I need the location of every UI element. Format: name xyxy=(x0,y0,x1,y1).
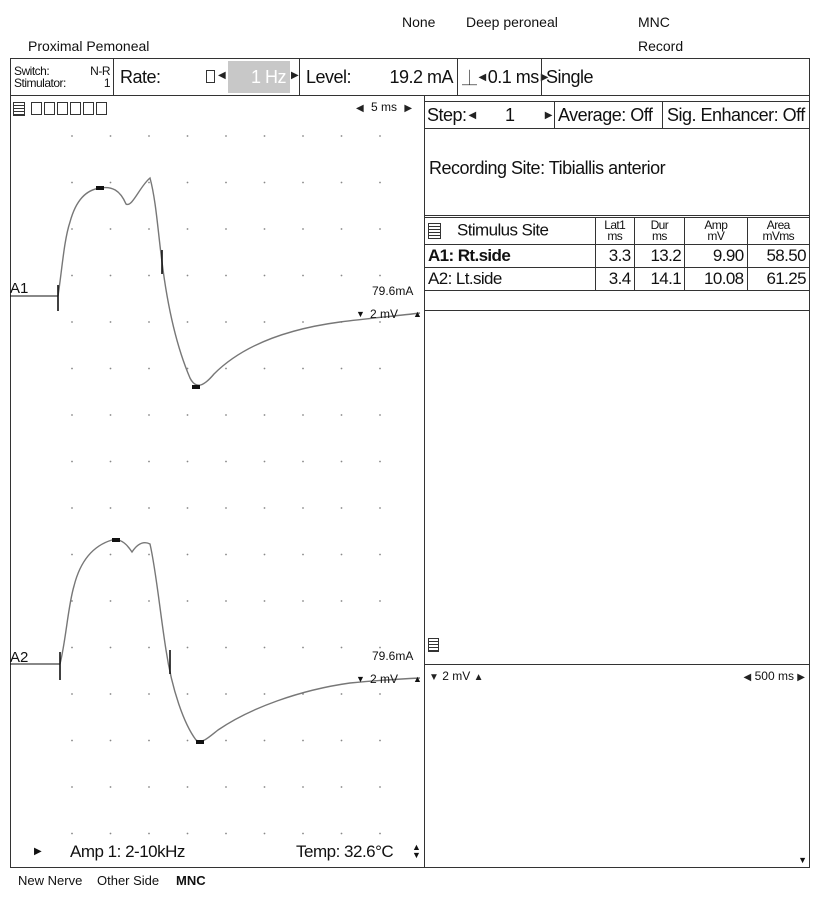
dur-cell: 13.2 xyxy=(634,245,685,268)
rate-value[interactable]: 1 Hz xyxy=(228,61,290,93)
grid-dot xyxy=(110,693,112,695)
lat1-cell: 3.4 xyxy=(595,268,634,291)
grid-dot xyxy=(225,461,227,463)
lat1-header[interactable]: Lat1 ms xyxy=(595,218,634,245)
mode-label: MNC xyxy=(638,14,670,30)
grid-dot xyxy=(379,414,381,416)
site-cell: A1: Rt.side xyxy=(425,245,596,268)
new-nerve-link[interactable]: New Nerve xyxy=(18,873,83,888)
grid-dot xyxy=(379,740,381,742)
grid-dot xyxy=(379,321,381,323)
grid-dot xyxy=(187,647,189,649)
stimulator-value: 1 xyxy=(103,76,110,90)
lower-sensitivity[interactable] xyxy=(429,669,484,683)
side-option[interactable]: None xyxy=(402,14,436,30)
grid-dot xyxy=(110,135,112,137)
grid-dot xyxy=(225,228,227,230)
channel-label-a2: A2 xyxy=(10,649,29,666)
grid-dot xyxy=(225,135,227,137)
grid-dot xyxy=(341,693,343,695)
step-value[interactable]: 1 xyxy=(505,104,515,125)
scroll-right-icon[interactable]: ▶ xyxy=(34,846,42,857)
grid-dot xyxy=(187,693,189,695)
grid-dot xyxy=(341,647,343,649)
site-cell: A2: Lt.side xyxy=(425,268,596,291)
rate-label: Rate: xyxy=(120,66,161,87)
grid-dot xyxy=(379,833,381,835)
average-toggle[interactable] xyxy=(554,102,662,128)
grid-dot xyxy=(225,647,227,649)
grid-dot xyxy=(110,321,112,323)
lower-timebase[interactable] xyxy=(744,669,805,683)
grid-dot xyxy=(341,368,343,370)
timebase-increase-icon[interactable]: ▶ xyxy=(404,103,413,114)
divider xyxy=(425,215,810,216)
grid-dot xyxy=(302,600,304,602)
stimulator-label: Stimulator: xyxy=(14,76,66,90)
grid-dot xyxy=(302,461,304,463)
grid-dot xyxy=(302,647,304,649)
grid-dot xyxy=(379,461,381,463)
grid-dot xyxy=(71,461,73,463)
grid-dot xyxy=(110,740,112,742)
dur-header[interactable]: Dur ms xyxy=(634,218,685,245)
grid-dot xyxy=(341,786,343,788)
grid-dot xyxy=(71,135,73,137)
dur-cell: 14.1 xyxy=(634,268,685,291)
grid-dot xyxy=(225,740,227,742)
grid-dot xyxy=(71,228,73,230)
step-decrease-icon[interactable]: ◀ xyxy=(468,109,476,121)
lower-sens-up-icon[interactable]: ▲ xyxy=(473,672,484,683)
level-value[interactable]: 19.2 mA xyxy=(389,66,453,87)
trough-marker-a1 xyxy=(192,385,200,389)
grid-dot xyxy=(71,275,73,277)
sig-enhancer-toggle[interactable] xyxy=(662,102,810,128)
grid-dot xyxy=(302,228,304,230)
grid-dot xyxy=(187,461,189,463)
grid-dot xyxy=(187,740,189,742)
trace-a1 xyxy=(58,178,420,385)
grid-dot xyxy=(71,182,73,184)
grid-dot xyxy=(341,507,343,509)
temp-scroll-icon[interactable]: ▲ ▼ xyxy=(412,842,421,860)
divider xyxy=(425,310,810,311)
grid-dot xyxy=(187,135,189,137)
grid-dot xyxy=(341,414,343,416)
grid-dot xyxy=(148,647,150,649)
grid-dot xyxy=(110,461,112,463)
grid-dot xyxy=(341,833,343,835)
grid-dot xyxy=(225,414,227,416)
grid-dot xyxy=(148,507,150,509)
lat1-cell: 3.3 xyxy=(595,245,634,268)
trough-marker-a2 xyxy=(196,740,204,744)
grid-dot xyxy=(187,833,189,835)
grid-dot xyxy=(110,228,112,230)
sensitivity-up-icon-a2[interactable]: ▲ xyxy=(413,674,422,684)
grid-dot xyxy=(264,414,266,416)
grid-dot xyxy=(187,507,189,509)
grid-dot xyxy=(148,275,150,277)
amp-filter-label[interactable]: Amp 1: 2-10kHz xyxy=(70,842,185,861)
grid-dot xyxy=(341,461,343,463)
grid-dot xyxy=(264,693,266,695)
sensitivity-a2[interactable]: 2 mV xyxy=(370,672,399,686)
grid-dot xyxy=(148,414,150,416)
area-cell: 61.25 xyxy=(747,268,809,291)
grid-dot xyxy=(302,554,304,556)
step-label: Step: xyxy=(427,104,467,125)
grid-dot xyxy=(264,833,266,835)
stimulus-site-header xyxy=(425,218,596,245)
grid-dot xyxy=(110,368,112,370)
lower-panel-menu-icon[interactable] xyxy=(428,638,439,652)
grid-dot xyxy=(302,786,304,788)
grid-dot xyxy=(148,786,150,788)
grid-dot xyxy=(379,368,381,370)
grid-dot xyxy=(302,368,304,370)
grid-dot xyxy=(71,833,73,835)
grid-dot xyxy=(110,786,112,788)
grid-dot xyxy=(71,554,73,556)
grid-dot xyxy=(225,600,227,602)
lower-trace-panel xyxy=(425,664,810,868)
recording-site[interactable]: Recording Site: Tibiallis anterior xyxy=(429,158,666,178)
grid-dot xyxy=(379,786,381,788)
grid-dot xyxy=(225,507,227,509)
grid-dot xyxy=(341,135,343,137)
mnc-link[interactable]: MNC xyxy=(176,873,206,888)
grid-dot xyxy=(71,786,73,788)
level-label: Level: xyxy=(306,66,352,87)
area-cell: 58.50 xyxy=(747,245,809,268)
grid-dot xyxy=(187,275,189,277)
grid-dot xyxy=(264,740,266,742)
grid-dot xyxy=(225,182,227,184)
grid-dot xyxy=(187,182,189,184)
grid-dot xyxy=(148,368,150,370)
header-label: Stimulus Site xyxy=(457,220,549,240)
grid-dot xyxy=(379,507,381,509)
lower-timebase-decrease-icon[interactable]: ◀ xyxy=(743,672,752,683)
average-label: Average: Off xyxy=(558,104,653,125)
grid-dot xyxy=(264,182,266,184)
grid-dot xyxy=(71,693,73,695)
grid-dot xyxy=(148,135,150,137)
grid-dot xyxy=(110,414,112,416)
grid-dot xyxy=(110,507,112,509)
stim-intensity-a1: 79.6mA xyxy=(372,284,414,298)
grid-dot xyxy=(302,275,304,277)
step-increase-icon[interactable]: ▶ xyxy=(544,109,552,121)
grid-dot xyxy=(341,600,343,602)
grid-dot xyxy=(110,554,112,556)
table-row[interactable] xyxy=(425,268,810,291)
grid-dot xyxy=(379,693,381,695)
grid-dot xyxy=(110,833,112,835)
table-header xyxy=(425,218,810,245)
grid-dot xyxy=(302,507,304,509)
grid-dot xyxy=(264,321,266,323)
grid-dot xyxy=(110,275,112,277)
grid-dot xyxy=(264,228,266,230)
timebase-value[interactable]: 5 ms xyxy=(371,100,398,114)
grid-dot xyxy=(148,740,150,742)
grid-dot xyxy=(71,507,73,509)
grid-dot xyxy=(225,275,227,277)
timebase-decrease-icon[interactable]: ◀ xyxy=(356,103,364,114)
sig-enhancer-label: Sig. Enhancer: Off xyxy=(667,104,805,125)
grid-dot xyxy=(379,228,381,230)
lower-sens-down-icon[interactable]: ▼ xyxy=(429,672,439,683)
grid-dot xyxy=(148,554,150,556)
rate-decrease-icon[interactable]: ◀ xyxy=(218,70,226,81)
grid-dot xyxy=(264,135,266,137)
grid-dot xyxy=(264,275,266,277)
grid-dot xyxy=(71,321,73,323)
grid-dot xyxy=(264,786,266,788)
stim-intensity-a2: 79.6mA xyxy=(372,649,414,663)
duration-increase-icon[interactable]: ▶ xyxy=(540,71,548,83)
grid-dot xyxy=(225,554,227,556)
grid-dot xyxy=(379,275,381,277)
temp-value: 32.6°C xyxy=(344,842,394,861)
grid-dot xyxy=(225,321,227,323)
grid-dot xyxy=(379,135,381,137)
peak-marker-a2 xyxy=(112,538,120,542)
sensitivity-down-icon-a2[interactable]: ▼ xyxy=(356,674,365,684)
grid-dot xyxy=(225,833,227,835)
step-controls xyxy=(425,101,810,129)
amp-cell: 9.90 xyxy=(685,245,747,268)
temperature-readout xyxy=(296,842,393,862)
grid-dot xyxy=(71,740,73,742)
grid-dot xyxy=(264,554,266,556)
grid-dot xyxy=(110,182,112,184)
nerve-name[interactable]: Deep peroneal xyxy=(466,14,558,30)
nerve-title: Proximal Pemoneal xyxy=(28,38,150,54)
grid-dot xyxy=(302,321,304,323)
grid-dot xyxy=(225,693,227,695)
sensitivity-a1[interactable]: 2 mV xyxy=(370,307,399,321)
amp-header[interactable]: Amp mV xyxy=(685,218,747,245)
grid-dot xyxy=(302,135,304,137)
other-side-link[interactable]: Other Side xyxy=(97,873,160,888)
grid-dot xyxy=(379,600,381,602)
peak-marker-a1 xyxy=(96,186,104,190)
grid-dot xyxy=(187,321,189,323)
duration-decrease-icon[interactable]: ◀ xyxy=(478,71,486,83)
mode-value[interactable]: Single xyxy=(546,66,594,87)
grid-dot xyxy=(187,786,189,788)
grid-dot xyxy=(264,600,266,602)
grid-dot xyxy=(148,833,150,835)
grid-dot xyxy=(71,414,73,416)
duration-value[interactable]: 0.1 ms xyxy=(487,66,539,87)
grid-dot xyxy=(225,368,227,370)
grid-dot xyxy=(148,461,150,463)
sensitivity-up-icon-a1[interactable]: ▲ xyxy=(413,309,422,319)
grid-dot xyxy=(110,600,112,602)
results-table xyxy=(424,217,810,291)
grid-dot xyxy=(264,368,266,370)
lower-sensitivity-value[interactable]: 2 mV xyxy=(442,669,471,683)
grid-dot xyxy=(187,228,189,230)
table-row[interactable] xyxy=(425,245,810,268)
grid-dot xyxy=(148,693,150,695)
step-control[interactable] xyxy=(427,102,554,128)
grid-dot xyxy=(264,507,266,509)
rate-increase-icon[interactable]: ▶ xyxy=(291,70,299,81)
channel-label-a1: A1 xyxy=(10,280,29,297)
grid-dot xyxy=(379,554,381,556)
table-menu-icon[interactable] xyxy=(428,223,441,239)
grid-dot xyxy=(264,461,266,463)
grid-dot xyxy=(341,554,343,556)
grid-dot xyxy=(148,321,150,323)
pulse-icon: ⏊ xyxy=(462,69,477,87)
grid-dot xyxy=(341,275,343,277)
lower-timebase-value[interactable]: 500 ms xyxy=(754,669,794,683)
sensitivity-down-icon-a1[interactable]: ▼ xyxy=(356,309,365,319)
grid-dot xyxy=(225,786,227,788)
temp-label: Temp: xyxy=(296,842,340,861)
grid-dot xyxy=(110,647,112,649)
trace-a2 xyxy=(60,540,420,742)
waveform-grid xyxy=(71,135,381,834)
grid-dot xyxy=(148,600,150,602)
lower-timebase-increase-icon[interactable]: ▶ xyxy=(797,672,805,683)
grid-dot xyxy=(302,833,304,835)
grid-dot xyxy=(264,647,266,649)
grid-dot xyxy=(71,647,73,649)
grid-dot xyxy=(71,368,73,370)
grid-dot xyxy=(379,182,381,184)
grid-dot xyxy=(302,182,304,184)
grid-dot xyxy=(148,228,150,230)
switch-label: Switch: xyxy=(14,64,50,78)
grid-dot xyxy=(341,740,343,742)
amp-cell: 10.08 xyxy=(685,268,747,291)
grid-dot xyxy=(341,228,343,230)
grid-dot xyxy=(302,414,304,416)
area-header[interactable]: Area mVms xyxy=(747,218,809,245)
grid-dot xyxy=(187,600,189,602)
grid-dot xyxy=(341,182,343,184)
grid-dot xyxy=(302,740,304,742)
record-label[interactable]: Record xyxy=(638,38,684,54)
switch-value: N-R xyxy=(90,64,110,78)
grid-dot xyxy=(187,554,189,556)
grid-dot xyxy=(187,414,189,416)
grid-dot xyxy=(148,182,150,184)
lower-scroll-down-icon[interactable]: ▼ xyxy=(798,855,807,865)
